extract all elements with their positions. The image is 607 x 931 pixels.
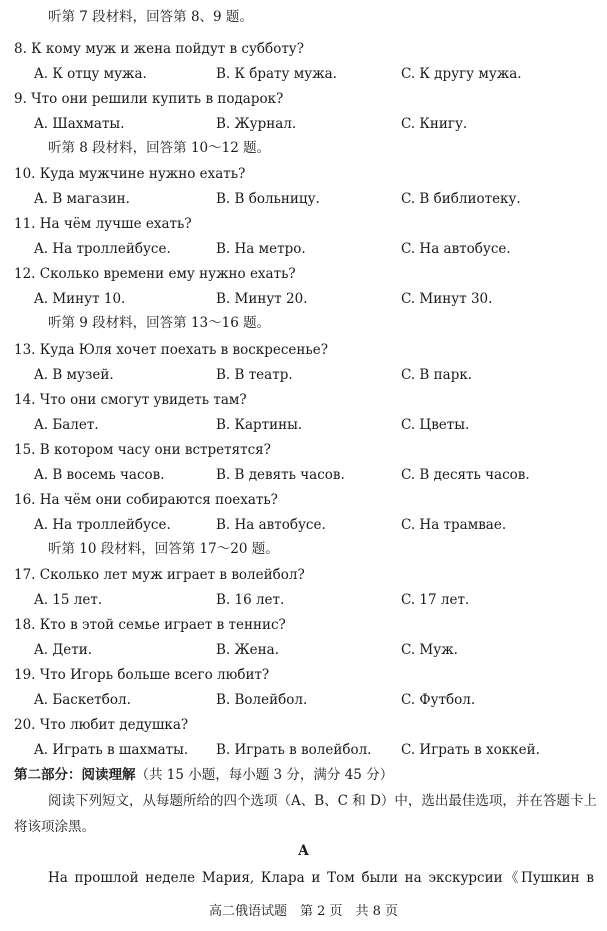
part-2-title: 第二部分：阅读理解 — [14, 767, 136, 783]
option-19c: C. Футбол. — [401, 692, 476, 708]
question-12: 12. Сколько времени ему нужно ехать? — [14, 266, 296, 282]
option-11b: B. На метро. — [216, 241, 306, 257]
section-heading-8: 听第 8 段材料，回答第 10～12 题。 — [48, 140, 271, 156]
section-heading-7: 听第 7 段材料，回答第 8、9 题。 — [48, 9, 253, 25]
question-16: 16. На чём они собираются поехать? — [14, 492, 278, 508]
option-10b: B. В больницу. — [216, 191, 320, 207]
question-8: 8. К кому муж и жена пойдут в субботу? — [14, 41, 304, 57]
option-13a: A. В музей. — [34, 367, 114, 383]
option-18b: B. Жена. — [216, 642, 279, 658]
question-10: 10. Куда мужчине нужно ехать? — [14, 166, 246, 182]
question-14: 14. Что они смогут увидеть там? — [14, 392, 247, 408]
passage-letter: A — [298, 843, 309, 859]
option-17a: A. 15 лет. — [34, 592, 103, 608]
option-11c: C. На автобусе. — [401, 241, 511, 257]
reading-instruction: 阅读下列短文，从每题所给的四个选项（A、B、C 和 D）中，选出最佳选项，并在答题卡上将该项涂黑。 — [14, 793, 597, 835]
option-19b: B. Волейбол. — [216, 692, 308, 708]
question-13: 13. Куда Юля хочет поехать в воскресенье? — [14, 342, 328, 358]
option-18c: C. Муж. — [401, 642, 458, 658]
part-2-scoring: （共 15 小题，每小题 3 分，满分 45 分） — [135, 767, 394, 783]
option-17c: C. 17 лет. — [401, 592, 470, 608]
passage-text-start: На прошлой неделе Мария, Клара и Том были на экскурсии《Пушкин в — [48, 870, 594, 886]
option-12c: C. Минут 30. — [401, 291, 493, 307]
option-14b: B. Картины. — [216, 417, 303, 433]
option-17b: B. 16 лет. — [216, 592, 285, 608]
part-2-heading — [14, 766, 393, 784]
option-13c: C. В парк. — [401, 367, 473, 383]
option-10a: A. В магазин. — [34, 191, 130, 207]
option-9a: A. Шахматы. — [34, 116, 125, 132]
option-15b: B. В девять часов. — [216, 467, 345, 483]
option-10c: C. В библиотеку. — [401, 191, 521, 207]
section-heading-10: 听第 10 段材料，回答第 17～20 题。 — [48, 541, 279, 557]
option-9c: C. Книгу. — [401, 116, 468, 132]
option-13b: B. В театр. — [216, 367, 293, 383]
option-8b: B. К брату мужа. — [216, 66, 337, 82]
option-12a: A. Минут 10. — [34, 291, 126, 307]
option-20c: C. Играть в хоккей. — [401, 742, 540, 758]
question-15: 15. В котором часу они встретятся? — [14, 442, 271, 458]
question-18: 18. Кто в этой семье играет в теннис? — [14, 617, 286, 633]
option-8c: C. К другу мужа. — [401, 66, 522, 82]
option-16c: C. На трамвае. — [401, 517, 507, 533]
option-11a: A. На троллейбусе. — [34, 241, 171, 257]
option-12b: B. Минут 20. — [216, 291, 308, 307]
question-17: 17. Сколько лет муж играет в волейбол? — [14, 567, 305, 583]
question-9: 9. Что они решили купить в подарок? — [14, 91, 284, 107]
option-20a: A. Играть в шахматы. — [34, 742, 189, 758]
option-8a: A. К отцу мужа. — [34, 66, 147, 82]
section-heading-9: 听第 9 段材料，回答第 13～16 题。 — [48, 315, 271, 331]
option-16b: B. На автобусе. — [216, 517, 326, 533]
option-18a: A. Дети. — [34, 642, 93, 658]
question-11: 11. На чём лучше ехать? — [14, 216, 192, 232]
option-15c: C. В десять часов. — [401, 467, 530, 483]
option-14c: C. Цветы. — [401, 417, 470, 433]
option-20b: B. Играть в волейбол. — [216, 742, 372, 758]
option-14a: A. Балет. — [34, 417, 99, 433]
option-19a: A. Баскетбол. — [34, 692, 131, 708]
question-20: 20. Что любит дедушка? — [14, 717, 189, 733]
option-9b: B. Журнал. — [216, 116, 297, 132]
question-19: 19. Что Игорь больше всего любит? — [14, 667, 270, 683]
option-15a: A. В восемь часов. — [34, 467, 165, 483]
page-footer: 高二俄语试题 第 2 页 共 8 页 — [208, 904, 399, 919]
option-16a: A. На троллейбусе. — [34, 517, 171, 533]
